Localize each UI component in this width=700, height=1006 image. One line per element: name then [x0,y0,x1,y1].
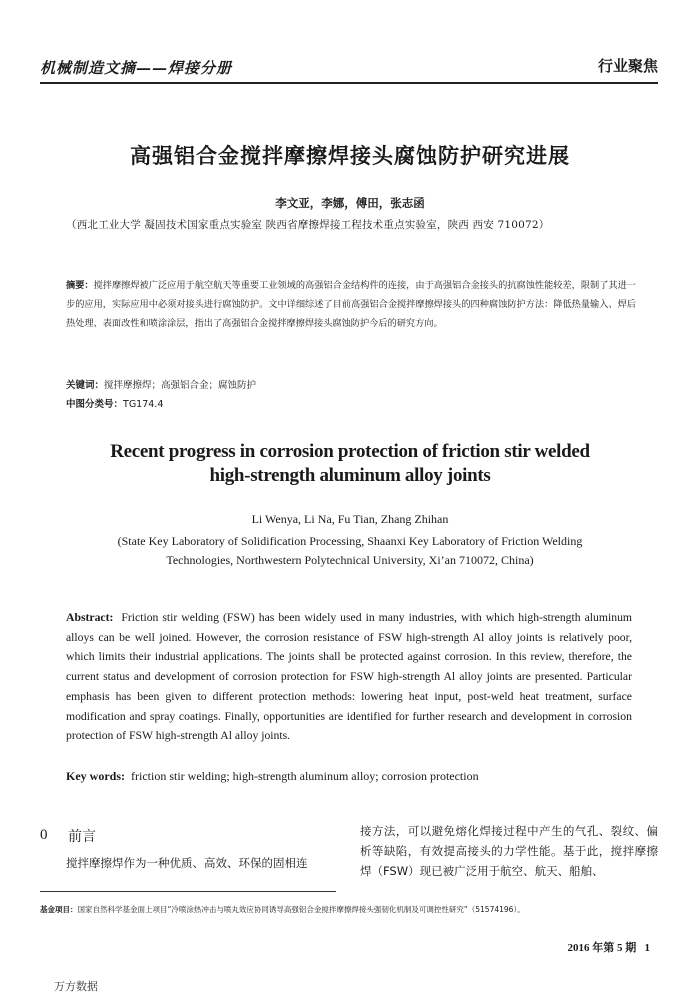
page-number: 1 [644,942,650,954]
chinese-clc-code: TG174.4 [123,399,164,410]
issue-label: 2016 年第 5 期 [567,942,637,954]
chinese-keywords-label: 关键词： [66,380,105,391]
english-title-line2: high-strength aluminum alloy joints [209,465,491,486]
chinese-clc-label: 中图分类号： [66,399,124,410]
right-column-paragraph: 接方法，可以避免熔化焊接过程中产生的气孔、裂纹、偏析等缺陷，有效提高接头的力学性能。基于此，搅拌摩擦焊（FSW）现已被广泛用于航空、航天、船舶、 [360,824,658,878]
chinese-abstract-text: 搅拌摩擦焊被广泛应用于航空航天等重要工业领域的高强铝合金结构件的连接，由于高强铝合金接头的抗腐蚀性能较差，限制了其进一步的应用，实际应用中必须对接头进行腐蚀防护。文中详细综述了目前高强铝合金搅拌摩擦焊接头的四种腐蚀防护方法：降低热量输入、焊后热处理、表面改性和喷涂涂层，指出了高强铝合金搅拌摩擦焊接头腐蚀防护今后的研究方向。 [66,280,637,329]
footnote-rule [40,891,336,892]
english-authors: Li Wenya, Li Na, Fu Tian, Zhang Zhihan [251,512,449,526]
chinese-affiliation: （西北工业大学 凝固技术国家重点实验室 陕西省摩擦焊接工程技术重点实验室，陕西 西安 710072） [66,219,550,231]
english-affiliation [0,532,700,570]
section-title: 前言 [68,829,96,845]
journal-title: 机械制造文摘——焊接分册 [40,59,233,77]
chinese-abstract [66,276,636,333]
funding-footnote [40,904,525,915]
chinese-clc [66,396,163,410]
chinese-authors: 李文亚，李娜，傅田，张志函 [275,196,425,210]
column-tag: 行业聚焦 [597,57,658,75]
english-keywords-text: friction stir welding; high-strength aluminum alloy; corrosion protection [131,769,479,783]
english-keywords [66,769,479,784]
english-title-line1: Recent progress in corrosion protection of friction stir welded [110,441,590,462]
section-number: 0 [40,827,48,843]
funding-label: 基金项目： [40,905,78,914]
english-affiliation-line2: Technologies, Northwestern Polytechnical University, Xi’an 710072, China) [166,553,534,567]
english-title [0,440,700,488]
english-abstract [66,608,632,746]
chinese-abstract-label: 摘要： [66,280,94,291]
header-rule [40,82,658,84]
english-abstract-text: Friction stir welding (FSW) has been widely used in many industries, with which high-strength aluminum alloys can be well joined. However, the corrosion resistance of FSW high-strength Al alloy joints is relatively poor, which limits their industrial applications. The joints shall be protected against corrosion. In this review, therefore, the current status and development of corrosion protection for FSW high-strength Al alloy joints are presented. Particular emphasis has been given to different protection methods: lowering heat input, post-weld heat treatment, surface modification and spray coatings. Finally, opportunities are identified for further research and development in corrosion protection of FSW high-strength Al alloy joints. [66,611,632,743]
left-column-paragraph: 搅拌摩擦焊作为一种优质、高效、环保的固相连 [66,856,308,870]
page-footer [568,939,651,955]
chinese-keywords-text: 搅拌摩擦焊；高强铝合金；腐蚀防护 [104,380,257,391]
funding-text: 国家自然科学基金面上项目“冷喷涂热冲击与喷丸效应协同诱导高强铝合金搅拌摩擦焊接头强韧化机制及可调控性研究”（51574196）。 [77,905,525,914]
watermark-text: 万方数据 [54,980,98,993]
english-keywords-label: Key words: [66,769,125,783]
chinese-keywords [66,377,256,391]
english-abstract-label: Abstract: [66,611,114,624]
chinese-title: 高强铝合金搅拌摩擦焊接头腐蚀防护研究进展 [130,144,570,168]
english-affiliation-line1: (State Key Laboratory of Solidification Processing, Shaanxi Key Laboratory of Friction Welding [117,534,583,548]
